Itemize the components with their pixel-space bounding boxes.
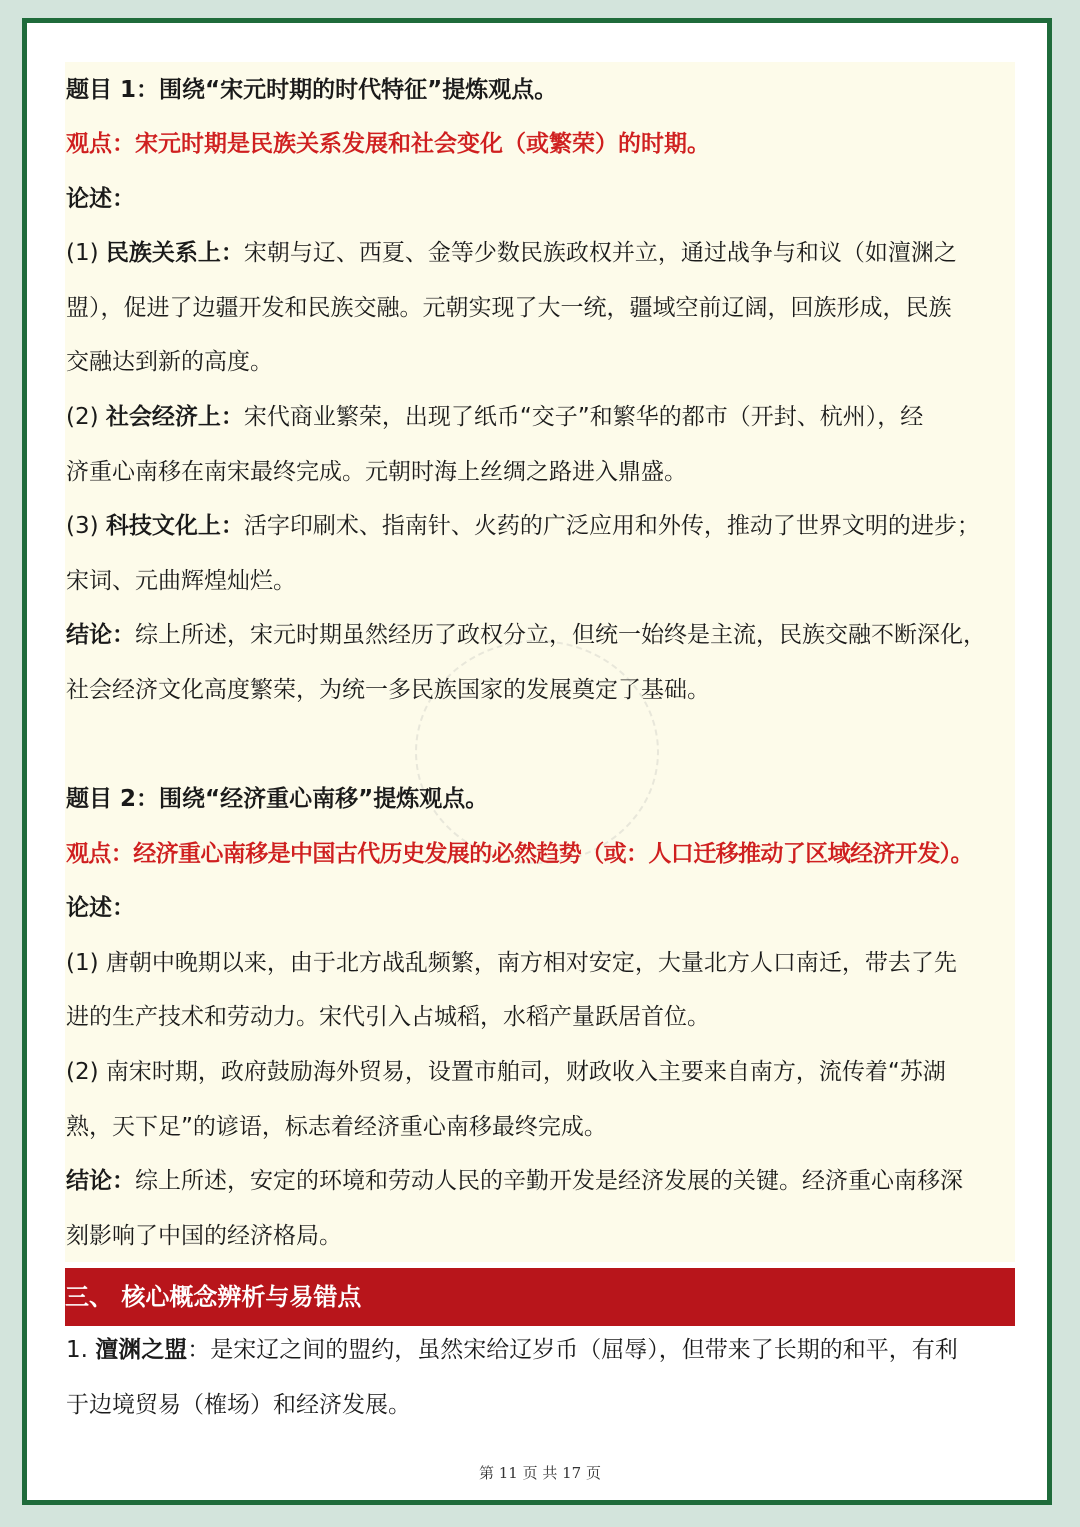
q1-p2-label: 社会经济上：: [105, 404, 244, 430]
q1-p3-num: (3): [66, 513, 106, 539]
q1-p2-line2: 济重心南移在南宋最终完成。元朝时海上丝绸之路进入鼎盛。: [66, 459, 687, 485]
q1-p1-label: 民族关系上：: [105, 240, 244, 266]
q1-p2-text1: 宋代商业繁荣，出现了纸币“交子”和繁华的都市（开封、杭州），经: [243, 404, 924, 430]
section-title: 三、 核心概念辨析与易错点: [65, 1283, 362, 1311]
item1-label: 澶渊之盟: [95, 1337, 188, 1363]
section-header-bar: [65, 1268, 1015, 1326]
q2-title: 题目 2：围绕“经济重心南移”提炼观点。: [66, 786, 489, 812]
q2-p1-line1: (1) 唐朝中晚期以来，由于北方战乱频繁，南方相对安定，大量北方人口南迁，带去了先: [66, 950, 957, 976]
q1-p1-line2: 盟），促进了边疆开发和民族交融。元朝实现了大一统，疆域空前辽阔，回族形成，民族: [66, 295, 952, 321]
item1-text1: ：是宋辽之间的盟约，虽然宋给辽岁币（屈辱），但带来了长期的和平，有利: [187, 1337, 958, 1363]
q2-p2-line2: 熟，天下足”的谚语，标志着经济重心南移最终完成。: [66, 1114, 607, 1140]
q1-title: 题目 1：围绕“宋元时期的时代特征”提炼观点。: [66, 77, 558, 103]
q2-lun-label: 论述：: [66, 895, 135, 921]
item1-line1: [66, 1335, 1016, 1365]
item1-num: 1.: [66, 1337, 96, 1363]
q1-p1-line3: 交融达到新的高度。: [66, 349, 273, 375]
q1-p2-num: (2): [66, 404, 106, 430]
q2-conclusion-line2: 刻影响了中国的经济格局。: [66, 1223, 342, 1249]
q1-p3-text1: 活字印刷术、指南针、火药的广泛应用和外传，推动了世界文明的进步；: [243, 513, 980, 539]
q1-viewpoint: 观点：宋元时期是民族关系发展和社会变化（或繁荣）的时期。: [66, 131, 710, 157]
q1-p1-num: (1): [66, 240, 106, 266]
q2-conclusion-text1: 综上所述，安定的环境和劳动人民的辛勤开发是经济发展的关键。经济重心南移深: [135, 1168, 963, 1194]
q1-p2-line1: [66, 402, 1016, 432]
page-footer: 第 11 页 共 17 页: [478, 1464, 601, 1482]
q1-p3-label: 科技文化上：: [105, 513, 244, 539]
q1-conclusion-text1: 综上所述，宋元时期虽然经历了政权分立，但统一始终是主流，民族交融不断深化，: [135, 622, 986, 648]
q2-p1-line2: 进的生产技术和劳动力。宋代引入占城稻，水稻产量跃居首位。: [66, 1004, 710, 1030]
q1-lun-label: 论述：: [66, 186, 135, 212]
q1-p3-line2: 宋词、元曲辉煌灿烂。: [66, 568, 296, 594]
q1-conclusion-line2: 社会经济文化高度繁荣，为统一多民族国家的发展奠定了基础。: [66, 677, 710, 703]
item1-line2: 于边境贸易（榷场）和经济发展。: [66, 1392, 411, 1418]
q1-conclusion-line1: [66, 620, 1016, 650]
q2-conclusion-line1: [66, 1166, 1016, 1196]
q2-viewpoint: 观点：经济重心南移是中国古代历史发展的必然趋势（或：人口迁移推动了区域经济开发）。: [66, 841, 973, 867]
q1-p3-line1: [66, 511, 1016, 541]
q1-p1-text1: 宋朝与辽、西夏、金等少数民族政权并立，通过战争与和议（如澶渊之: [243, 240, 957, 266]
q2-p2-line1: (2) 南宋时期，政府鼓励海外贸易，设置市舶司，财政收入主要来自南方，流传着“苏湖: [66, 1059, 946, 1085]
q1-p1-line1: [66, 238, 1016, 268]
q1-conclusion-label: 结论：: [66, 622, 135, 648]
q2-conclusion-label: 结论：: [66, 1168, 135, 1194]
